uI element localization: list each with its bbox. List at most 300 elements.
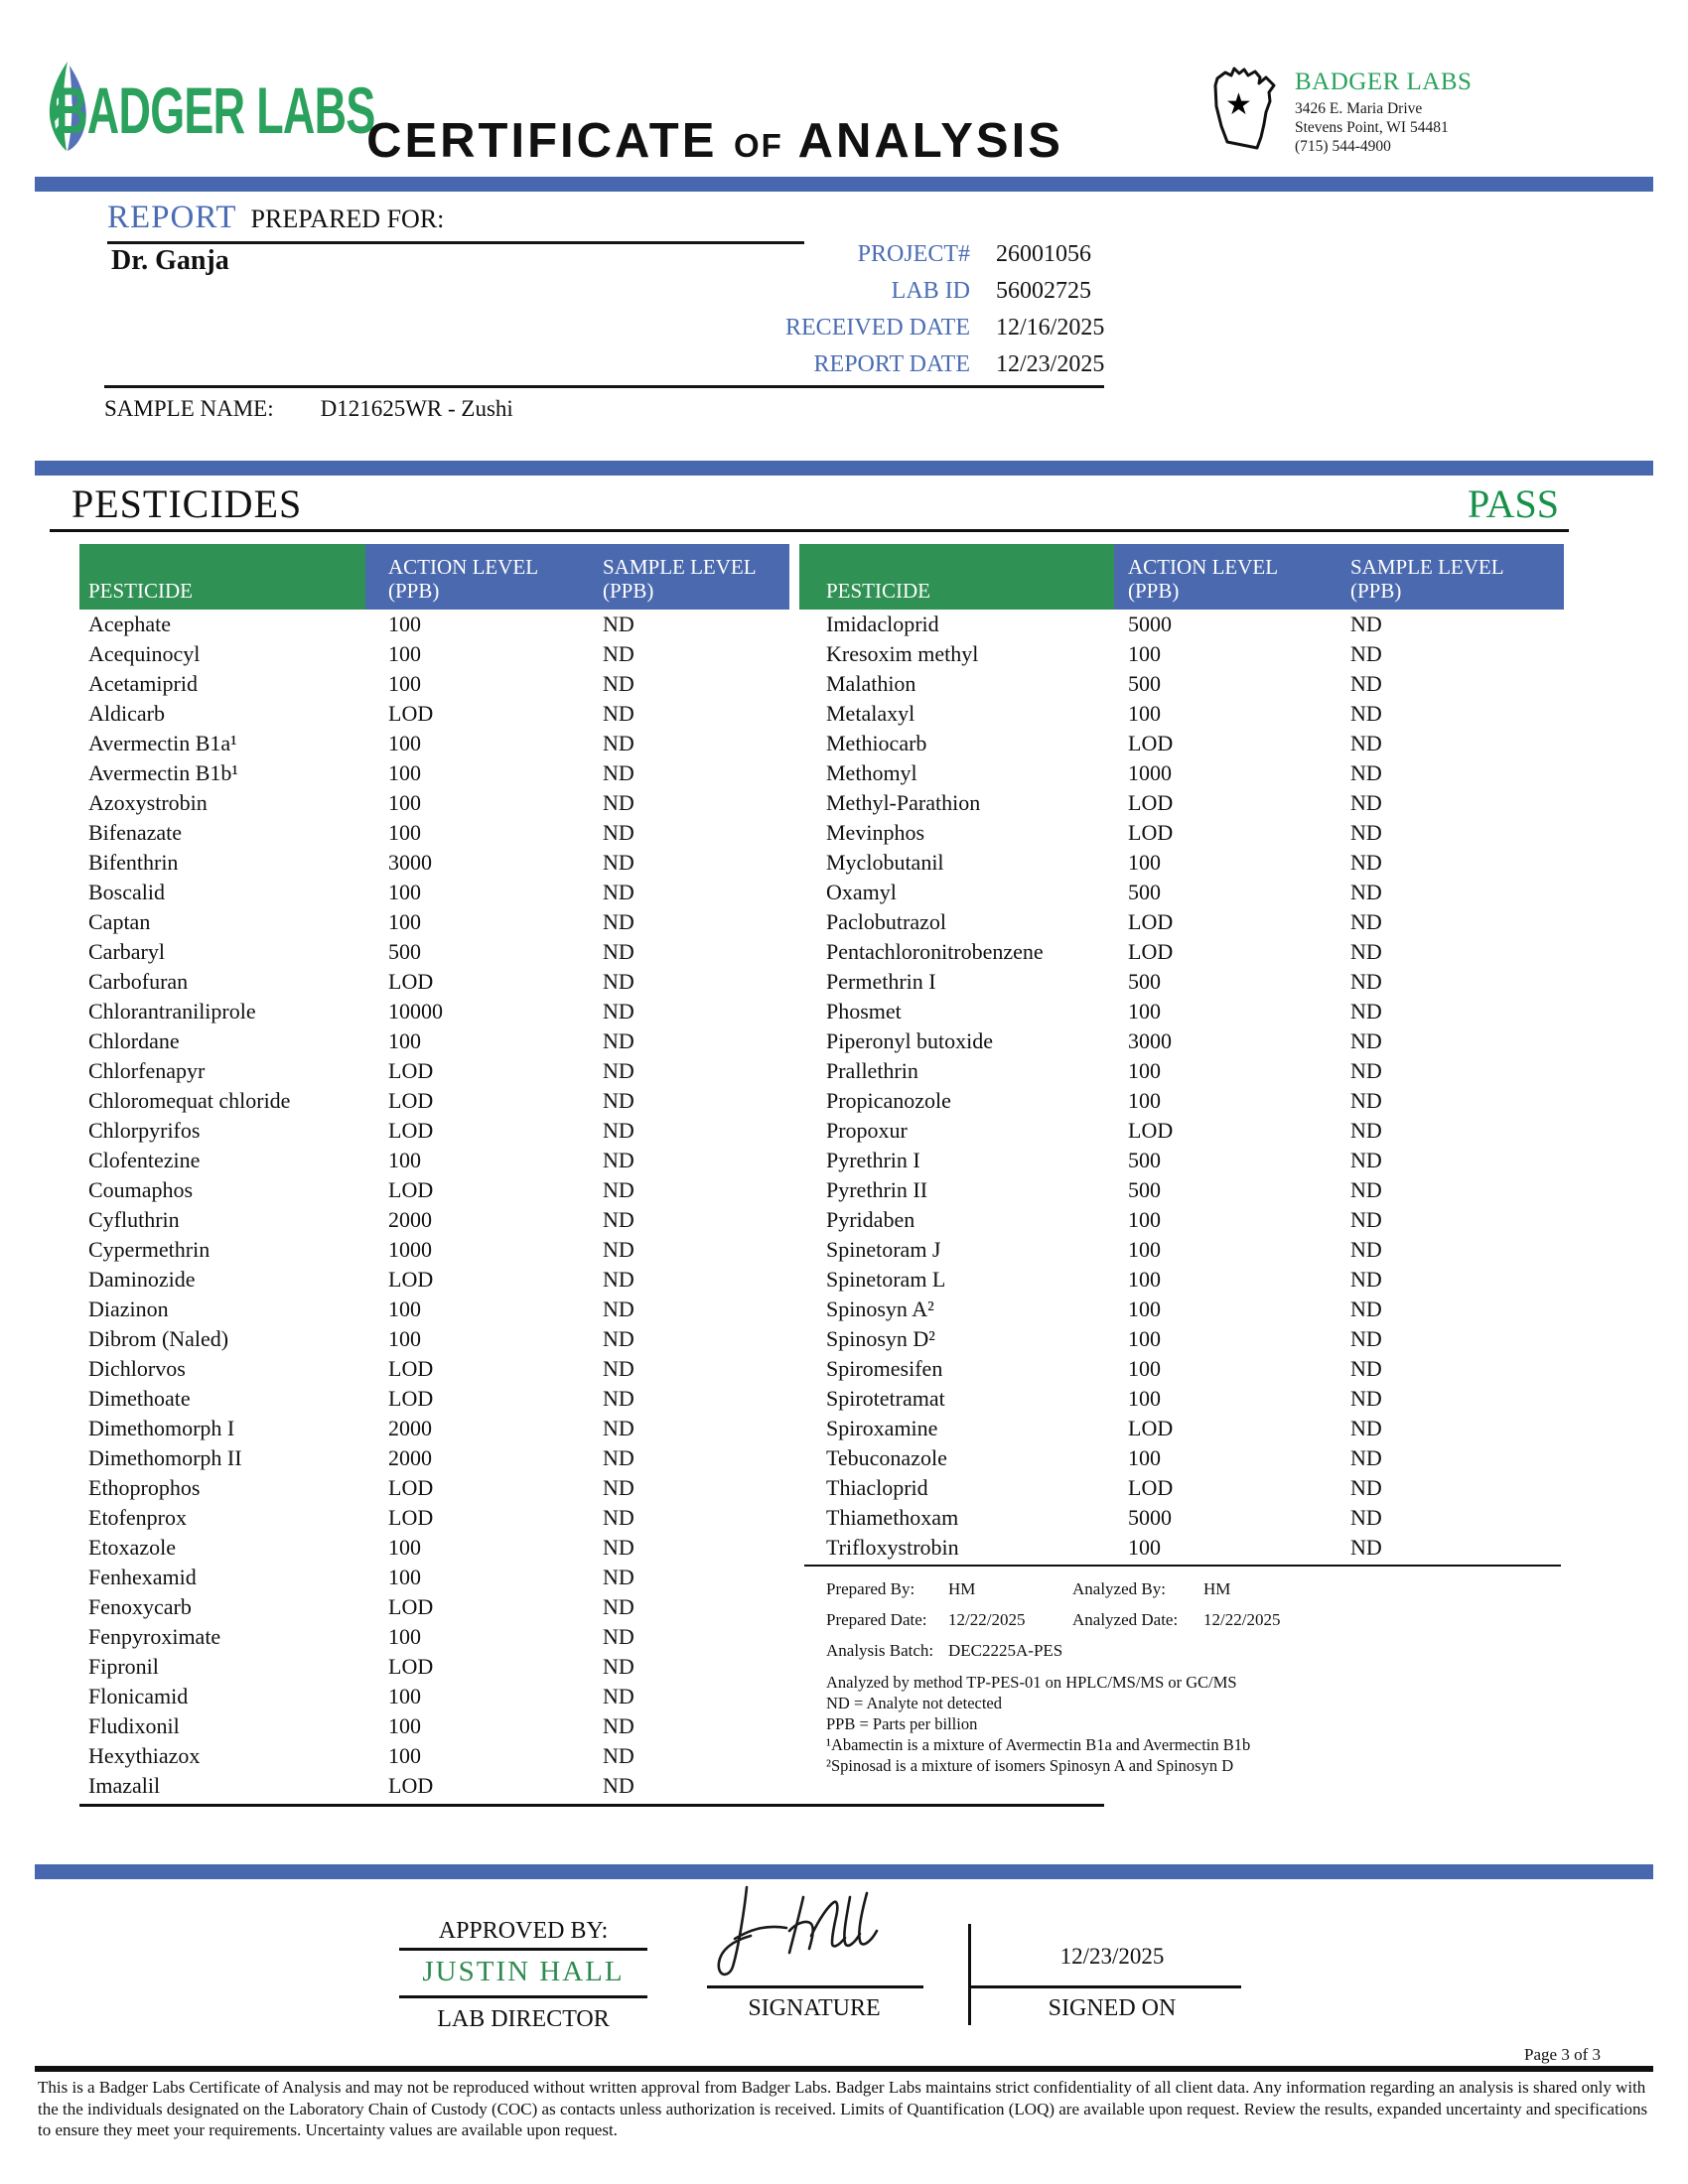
table-row — [79, 1205, 789, 1235]
sample-level-value: ND — [1350, 1028, 1382, 1053]
table-row — [79, 1384, 789, 1414]
sample-level-value: ND — [1350, 850, 1382, 875]
pesticides-table-right — [799, 544, 1564, 1776]
table-row — [79, 1622, 789, 1652]
action-level-value: LOD — [1128, 731, 1174, 755]
pesticide-name: Spinosyn A² — [826, 1297, 934, 1321]
table-row — [799, 729, 1564, 758]
sample-level-value: ND — [1350, 1088, 1382, 1113]
sample-level-value: ND — [603, 1594, 634, 1619]
sample-level-value: ND — [603, 1445, 634, 1470]
pesticide-name: Hexythiazox — [88, 1743, 201, 1768]
field-value: 12/16/2025 — [996, 315, 1105, 341]
table-row — [799, 1354, 1564, 1384]
signed-on-label: SIGNED ON — [1048, 1995, 1177, 2021]
column-header-pesticide: PESTICIDE — [79, 544, 365, 610]
address-line-1: 3426 E. Maria Drive — [1295, 100, 1423, 117]
signature-line — [707, 1985, 923, 1988]
sample-level-value: ND — [603, 701, 634, 726]
action-level-value: 100 — [388, 731, 421, 755]
page-number: Page 3 of 3 — [1524, 2045, 1601, 2064]
table-row — [79, 1354, 789, 1384]
action-level-value: 1000 — [1128, 760, 1172, 785]
approved-by-label: APPROVED BY: — [399, 1918, 647, 1951]
pesticide-name: Azoxystrobin — [88, 790, 208, 815]
action-level-value: 500 — [1128, 1177, 1161, 1202]
action-level-value: 100 — [388, 1148, 421, 1172]
sample-level-value: ND — [603, 880, 634, 904]
sample-level-value: ND — [603, 1058, 634, 1083]
sample-level-value: ND — [1350, 1118, 1382, 1143]
wisconsin-state-icon — [1203, 55, 1285, 158]
action-level-value: 100 — [1128, 1356, 1161, 1381]
field-label: REPORT DATE — [813, 351, 970, 377]
action-level-value: LOD — [388, 701, 434, 726]
sample-level-value: ND — [603, 1386, 634, 1411]
table-row — [799, 1443, 1564, 1473]
sample-level-value: ND — [603, 969, 634, 994]
sample-level-value: ND — [603, 1118, 634, 1143]
action-level-value: 100 — [1128, 1267, 1161, 1292]
sample-level-value: ND — [1350, 880, 1382, 904]
action-level-value: 100 — [388, 671, 421, 696]
status-badge: PASS — [1468, 481, 1559, 526]
table-row — [79, 729, 789, 758]
pesticide-name: Fipronil — [88, 1654, 159, 1679]
sample-level-value: ND — [603, 999, 634, 1024]
column-header-sample-level: SAMPLE LEVEL (PPB) — [1336, 544, 1564, 610]
pesticide-name: Methomyl — [826, 760, 917, 785]
pesticide-name: Paclobutrazol — [826, 909, 946, 934]
table-row — [799, 1503, 1564, 1533]
action-level-value: 100 — [388, 790, 421, 815]
section-header — [50, 480, 1569, 532]
sample-level-value: ND — [603, 1237, 634, 1262]
table-row — [799, 878, 1564, 907]
field-value: 56002725 — [996, 278, 1091, 304]
sample-level-value: ND — [603, 1475, 634, 1500]
sample-level-value: ND — [1350, 790, 1382, 815]
action-level-value: 100 — [388, 880, 421, 904]
table-row — [79, 1563, 789, 1592]
pesticide-name: Fludixonil — [88, 1713, 180, 1738]
action-level-value: LOD — [388, 1505, 434, 1530]
action-level-value: LOD — [388, 1267, 434, 1292]
sample-level-value: ND — [603, 1505, 634, 1530]
action-level-value: 100 — [1128, 1058, 1161, 1083]
pesticide-name: Ethoprophos — [88, 1475, 201, 1500]
pesticide-name: Chlorantraniliprole — [88, 999, 256, 1024]
action-level-value: 500 — [388, 939, 421, 964]
sample-level-value: ND — [603, 1565, 634, 1589]
table-row — [79, 1771, 789, 1801]
table-row — [79, 1324, 789, 1354]
report-field-row — [695, 241, 1251, 278]
approval-block — [399, 1918, 647, 2033]
action-level-value: 100 — [1128, 1326, 1161, 1351]
sample-level-value: ND — [1350, 1505, 1382, 1530]
client-name: Dr. Ganja — [111, 245, 229, 276]
table-row — [79, 669, 789, 699]
pesticide-name: Mevinphos — [826, 820, 924, 845]
table-row — [79, 1056, 789, 1086]
lab-address-block — [1203, 55, 1472, 158]
pesticide-name: Aldicarb — [88, 701, 165, 726]
field-label: LAB ID — [891, 278, 970, 304]
field-value: 26001056 — [996, 241, 1091, 267]
table-row — [79, 1265, 789, 1295]
table-header-right — [799, 544, 1564, 610]
sample-level-value: ND — [1350, 1058, 1382, 1083]
address-line-2: Stevens Point, WI 54481 — [1295, 119, 1449, 136]
action-level-value: 100 — [388, 612, 421, 636]
sample-level-value: ND — [603, 671, 634, 696]
action-level-value: LOD — [388, 1475, 434, 1500]
table-row — [79, 1443, 789, 1473]
sample-level-value: ND — [603, 1177, 634, 1202]
disclaimer-text: This is a Badger Labs Certificate of Analysis and may not be reproduced without written approval from Badger Labs. Badger Labs maintains strict confidentiality of all client data. Any information regarding an analysis is shared only with the the individuals designated on the Laboratory Chain of Custody (COC) as contacts unless authorization is received. Limits of Quantification (LOQ) are available upon request. Review the results, expanded uncertainty and specifications to ensure they meet your requirements. Uncertainty values are available upon request. — [38, 2078, 1648, 2139]
sample-level-value: ND — [603, 820, 634, 845]
pesticide-name: Bifenthrin — [88, 850, 179, 875]
pesticide-name: Bifenazate — [88, 820, 183, 845]
action-level-value: LOD — [388, 1594, 434, 1619]
action-level-value: LOD — [1128, 1475, 1174, 1500]
approver-name: JUSTIN HALL — [399, 1951, 647, 1998]
sample-level-value: ND — [603, 1684, 634, 1708]
sample-level-value: ND — [603, 1654, 634, 1679]
action-level-value: 100 — [388, 1565, 421, 1589]
pesticide-name: Piperonyl butoxide — [826, 1028, 994, 1053]
pesticide-name: Dimethomorph II — [88, 1445, 242, 1470]
action-level-value: 100 — [1128, 701, 1161, 726]
action-level-value: 5000 — [1128, 612, 1172, 636]
sample-level-value: ND — [1350, 1445, 1382, 1470]
action-level-value: 3000 — [388, 850, 432, 875]
pesticide-name: Pyridaben — [826, 1207, 915, 1232]
table-row — [799, 1533, 1564, 1563]
table-row — [79, 699, 789, 729]
sample-level-value: ND — [603, 641, 634, 666]
lab-phone: (715) 544-4900 — [1295, 138, 1391, 155]
pesticide-name: Spiromesifen — [826, 1356, 943, 1381]
badger-labs-logo-text: BADGER LABS — [56, 73, 375, 147]
analyzed-by-label: Analyzed By: — [1072, 1579, 1166, 1598]
table-row — [79, 818, 789, 848]
table-row — [79, 1235, 789, 1265]
pesticide-name: Diazinon — [88, 1297, 169, 1321]
table-header-left — [79, 544, 789, 610]
table-row — [799, 788, 1564, 818]
action-level-value: 2000 — [388, 1416, 432, 1440]
table-row — [799, 1175, 1564, 1205]
pesticide-name: Avermectin B1a¹ — [88, 731, 237, 755]
table-row — [79, 1473, 789, 1503]
analysis-meta — [826, 1578, 1382, 1662]
divider-bar-approval — [35, 1864, 1653, 1879]
table-row — [79, 1682, 789, 1711]
action-level-value: 100 — [388, 1743, 421, 1768]
table-row — [79, 1503, 789, 1533]
sample-level-value: ND — [1350, 760, 1382, 785]
pesticide-name: Spinetoram J — [826, 1237, 941, 1262]
column-header-pesticide: PESTICIDE — [799, 544, 1114, 610]
pesticide-name: Malathion — [826, 671, 916, 696]
analyzed-date-value: 12/22/2025 — [1203, 1610, 1281, 1629]
table-row — [79, 1175, 789, 1205]
action-level-value: LOD — [388, 1386, 434, 1411]
title-part1: CERTIFICATE — [366, 114, 718, 168]
pesticide-name: Fenoxycarb — [88, 1594, 192, 1619]
action-level-value: 100 — [1128, 1535, 1161, 1560]
pesticide-name: Spinosyn D² — [826, 1326, 935, 1351]
action-level-value: LOD — [388, 1118, 434, 1143]
footnote-1: ¹Abamectin is a mixture of Avermectin B1a and Avermectin B1b — [826, 1735, 1251, 1754]
pesticide-name: Acephate — [88, 612, 172, 636]
report-field-row — [695, 315, 1251, 351]
table-row — [799, 1086, 1564, 1116]
prepared-by-value: HM — [948, 1579, 976, 1598]
table-row — [799, 1414, 1564, 1443]
pesticide-name: Tebuconazole — [826, 1445, 947, 1470]
field-label: PROJECT# — [857, 241, 970, 267]
report-field-row — [695, 351, 1251, 388]
pesticide-name: Thiamethoxam — [826, 1505, 959, 1530]
table-row — [79, 1026, 789, 1056]
pesticide-name: Avermectin B1b¹ — [88, 760, 238, 785]
pesticide-name: Metalaxyl — [826, 701, 915, 726]
prepared-date-value: 12/22/2025 — [948, 1610, 1026, 1629]
table-row — [799, 1473, 1564, 1503]
lab-address — [1295, 99, 1472, 156]
sample-level-value: ND — [1350, 671, 1382, 696]
prepared-date-label: Prepared Date: — [826, 1610, 927, 1629]
pesticide-name: Dimethoate — [88, 1386, 191, 1411]
sample-name-label: SAMPLE NAME: — [104, 396, 274, 421]
action-level-value: LOD — [1128, 1118, 1174, 1143]
pesticide-name: Pentachloronitrobenzene — [826, 939, 1044, 964]
pesticide-name: Chlorpyrifos — [88, 1118, 201, 1143]
analyzed-by-value: HM — [1203, 1579, 1231, 1598]
table-row — [79, 997, 789, 1026]
pesticide-name: Thiacloprid — [826, 1475, 928, 1500]
action-level-value: LOD — [1128, 939, 1174, 964]
table-row — [799, 1205, 1564, 1235]
pesticide-name: Oxamyl — [826, 880, 897, 904]
table-row — [799, 699, 1564, 729]
sample-level-value: ND — [603, 612, 634, 636]
pesticide-name: Acetamiprid — [88, 671, 198, 696]
lab-name: BADGER LABS — [1295, 68, 1473, 95]
signed-date: 12/23/2025 — [1059, 1944, 1165, 1969]
action-level-value: LOD — [388, 1088, 434, 1113]
sample-level-value: ND — [1350, 820, 1382, 845]
sample-level-value: ND — [1350, 1475, 1382, 1500]
sample-level-value: ND — [603, 1416, 634, 1440]
table-row — [799, 848, 1564, 878]
pesticide-name: Clofentezine — [88, 1148, 201, 1172]
sample-level-value: ND — [603, 1148, 634, 1172]
pesticide-name: Chlordane — [88, 1028, 180, 1053]
table-row — [799, 669, 1564, 699]
title-of: OF — [734, 127, 783, 164]
pesticide-name: Permethrin I — [826, 969, 936, 994]
ppb-definition: PPB = Parts per billion — [826, 1714, 978, 1733]
action-level-value: 100 — [1128, 1237, 1161, 1262]
table-row — [79, 878, 789, 907]
sample-level-value: ND — [603, 1326, 634, 1351]
report-prepared-for — [107, 200, 804, 244]
sample-name-row — [104, 385, 1104, 422]
sample-level-value: ND — [1350, 1267, 1382, 1292]
action-level-value: 100 — [1128, 999, 1161, 1024]
action-level-value: 5000 — [1128, 1505, 1172, 1530]
sample-level-value: ND — [603, 1356, 634, 1381]
analysis-batch-value: DEC2225A-PES — [948, 1641, 1063, 1660]
sample-level-value: ND — [1350, 999, 1382, 1024]
sample-level-value: ND — [603, 790, 634, 815]
signature-label: SIGNATURE — [748, 1995, 881, 2021]
action-level-value: LOD — [1128, 790, 1174, 815]
sample-level-value: ND — [603, 760, 634, 785]
sample-level-value: ND — [1350, 1177, 1382, 1202]
pesticide-name: Spiroxamine — [826, 1416, 938, 1440]
action-level-value: 100 — [1128, 1088, 1161, 1113]
divider-bar-top — [35, 177, 1653, 192]
sample-level-value: ND — [603, 850, 634, 875]
signature-icon — [707, 1879, 935, 1983]
nd-definition: ND = Analyte not detected — [826, 1694, 1003, 1712]
table-row — [79, 1711, 789, 1741]
table-row — [79, 758, 789, 788]
table-row — [799, 610, 1564, 639]
table-row — [79, 1533, 789, 1563]
pesticide-name: Propoxur — [826, 1118, 908, 1143]
table-row — [799, 907, 1564, 937]
table-row — [79, 1295, 789, 1324]
action-level-value: 100 — [388, 1624, 421, 1649]
pesticide-name: Cypermethrin — [88, 1237, 211, 1262]
action-level-value: 100 — [388, 1028, 421, 1053]
table-row — [799, 1026, 1564, 1056]
table-row — [799, 1146, 1564, 1175]
action-level-value: LOD — [388, 1058, 434, 1083]
report-word: REPORT — [107, 200, 237, 235]
column-header-sample-level: SAMPLE LEVEL (PPB) — [580, 544, 789, 610]
pesticide-name: Kresoxim methyl — [826, 641, 979, 666]
sample-level-value: ND — [603, 1743, 634, 1768]
action-level-value: 500 — [1128, 969, 1161, 994]
sample-level-value: ND — [1350, 731, 1382, 755]
action-level-value: 100 — [1128, 1445, 1161, 1470]
action-level-value: 500 — [1128, 1148, 1161, 1172]
action-level-value: LOD — [388, 1773, 434, 1798]
pesticide-name: Pyrethrin I — [826, 1148, 920, 1172]
action-level-value: 500 — [1128, 880, 1161, 904]
action-level-value: 100 — [388, 641, 421, 666]
action-level-value: 100 — [388, 1297, 421, 1321]
table-row — [799, 1324, 1564, 1354]
sample-level-value: ND — [1350, 939, 1382, 964]
table-row — [79, 1652, 789, 1682]
definitions — [826, 1672, 1382, 1776]
table-row — [799, 818, 1564, 848]
table-row — [799, 997, 1564, 1026]
field-label: RECEIVED DATE — [785, 315, 970, 341]
pesticide-name: Dibrom (Naled) — [88, 1326, 229, 1351]
pesticide-name: Flonicamid — [88, 1684, 189, 1708]
action-level-value: 100 — [1128, 641, 1161, 666]
page-title — [318, 113, 1112, 169]
sample-level-value: ND — [1350, 641, 1382, 666]
sample-level-value: ND — [1350, 1326, 1382, 1351]
pesticide-name: Trifloxystrobin — [826, 1535, 959, 1560]
table-row — [799, 1265, 1564, 1295]
action-level-value: 500 — [1128, 671, 1161, 696]
action-level-value: 100 — [1128, 1386, 1161, 1411]
action-level-value: 100 — [388, 1713, 421, 1738]
table-row — [799, 639, 1564, 669]
sample-name-value: D121625WR - Zushi — [320, 396, 513, 421]
table-footer-rule — [804, 1565, 1561, 1567]
sample-level-value: ND — [603, 1088, 634, 1113]
action-level-value: 100 — [1128, 1297, 1161, 1321]
pesticide-name: Phosmet — [826, 999, 902, 1024]
pesticide-name: Carbofuran — [88, 969, 189, 994]
title-part2: ANALYSIS — [797, 114, 1063, 168]
approval-divider — [968, 1924, 971, 2025]
table-row — [79, 937, 789, 967]
sample-level-value: ND — [603, 1267, 634, 1292]
sample-level-value: ND — [1350, 1148, 1382, 1172]
sample-level-value: ND — [1350, 1237, 1382, 1262]
sample-level-value: ND — [1350, 612, 1382, 636]
pesticide-name: Propicanozole — [826, 1088, 951, 1113]
table-row — [799, 1295, 1564, 1324]
pesticide-name: Dichlorvos — [88, 1356, 186, 1381]
table-row — [799, 967, 1564, 997]
analyzed-date-label: Analyzed Date: — [1072, 1610, 1179, 1629]
action-level-value: 1000 — [388, 1237, 432, 1262]
action-level-value: 100 — [388, 1326, 421, 1351]
table-row — [79, 1414, 789, 1443]
footer-rule — [35, 2066, 1653, 2072]
sample-level-value: ND — [603, 1028, 634, 1053]
pesticides-table-left — [79, 544, 789, 1801]
table-row — [79, 967, 789, 997]
pesticide-name: Spirotetramat — [826, 1386, 945, 1411]
action-level-value: 10000 — [388, 999, 443, 1024]
pesticide-name: Boscalid — [88, 880, 165, 904]
action-level-value: LOD — [388, 1177, 434, 1202]
pesticide-name: Spinetoram L — [826, 1267, 946, 1292]
table-body-left — [79, 610, 789, 1801]
pesticide-name: Pyrethrin II — [826, 1177, 928, 1202]
sample-level-value: ND — [603, 1713, 634, 1738]
sample-level-value: ND — [603, 1624, 634, 1649]
pesticide-name: Fenpyroximate — [88, 1624, 221, 1649]
action-level-value: 2000 — [388, 1207, 432, 1232]
table-row — [79, 848, 789, 878]
pesticide-name: Etoxazole — [88, 1535, 176, 1560]
action-level-value: LOD — [388, 969, 434, 994]
table-body-right — [799, 610, 1564, 1563]
pesticide-name: Daminozide — [88, 1267, 196, 1292]
table-row — [79, 1086, 789, 1116]
pesticide-name: Prallethrin — [826, 1058, 918, 1083]
table-row — [79, 1146, 789, 1175]
action-level-value: 100 — [388, 1684, 421, 1708]
action-level-value: 100 — [388, 1535, 421, 1560]
